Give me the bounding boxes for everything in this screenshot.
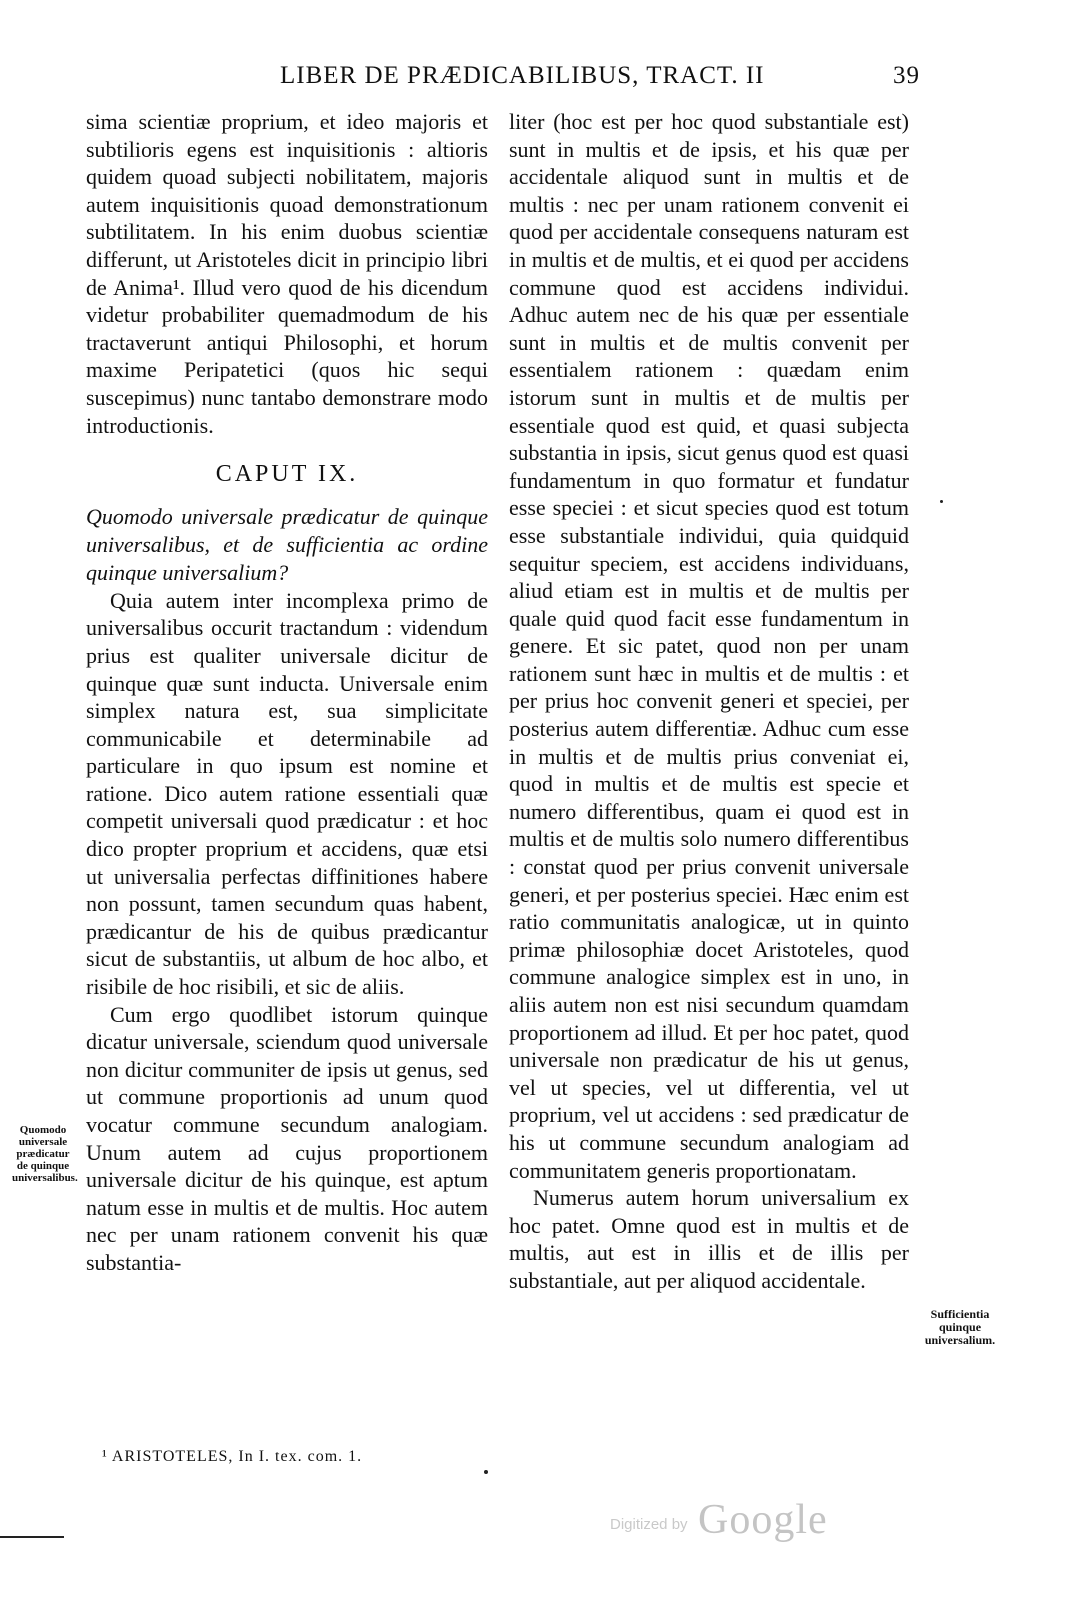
running-title: LIBER DE PRÆDICABILIBUS, TRACT. II — [280, 62, 765, 89]
left-column — [86, 108, 488, 1277]
right-paragraph-2: Numerus autem horum universalium ex hoc patet. Omne quod est in multis et de multis, aut est in illis et de illis per substantiale, aut per aliquod accidentale. — [509, 1185, 909, 1293]
scan-edge-mark — [0, 1536, 64, 1538]
chapter-heading: CAPUT IX. — [215, 461, 359, 488]
margin-note-left: Quomodo universale prædicatur de quinque universalibus. — [12, 1124, 78, 1184]
right-column — [509, 108, 909, 1295]
digitized-watermark — [610, 1496, 870, 1546]
footnote: ¹ ARISTOTELES, In I. tex. com. 1. — [102, 1448, 363, 1465]
digitized-by-text: Digitized by — [610, 1516, 688, 1533]
right-paragraph-1: liter (hoc est per hoc quod substantiale est) sunt in multis et de ipsis, et his quæ per accidentale aliquod sunt in multis et de multis : nec per unam rationem convenit ei quod per accidentale consequens naturam est in multis et de multis, et ei quod per accidens commune quod est accidens individui. Adhuc autem nec de his quæ per essentiale sunt in multis et de multis convenit per essentialem rationem : quædam enim istorum sunt in multis et de multis per essentiale quod est quid, et quasi subjecta substantia in ipsis, sicut genus quod est quasi fundamentum in quo formatur et fundatur esse speciei : et sicut species quod est totum esse substantiale individui, quia quidquid sequitur speciem, est accidens individuans, aliud etiam est in multis et de multis per quale quid quod facit esse fundamentum in genere. Et sic patet, quod non per unam rationem sunt hæc in multis et de multis : et per prius hoc convenit generi et speciei, per posterius autem differentiæ. Adhuc cum esse in multis et de multis prius conveniat ei, quod in multis et de multis est specie et numero differentibus, quam ei quod est in multis et de multis solo numero differentibus : constat quod per prius convenit universale generi, et per posterius speciei. Hæc enim est ratio communitatis analogicæ, ut in quinto primæ philosophiæ docet Aristoteles, quod commune analogice simplex est in uno, in aliis autem non est nisi secundum quamdam proportionem ad illud. Et per hoc patet, quod universale non prædicatur de his ut genus, vel ut species, vel ut differentia, vel ut proprium, vel ut accidens : sed prædicatur de his ut commune secundum analogiam ad communitatem generis proportionatam. — [509, 109, 909, 1183]
google-logo: Google — [698, 1497, 828, 1543]
running-header — [280, 62, 930, 94]
left-paragraph-2: Quia autem inter incomplexa primo de universalibus occurit tractandum : videndum prius est qualiter universale dicitur de quinque quæ sunt inducta. Universale enim simplex natura est, sua simplicitate communicabile et determinabile ad particulare in quo ipsum est nomine et ratione. Dico autem ratione essentiali quæ competit universali quod prædicatur : et hoc dico propter proprium et accidens, quæ etsi ut universalia perfectas diffinitiones habere non possunt, tamen secundum quas habent, prædicantur de his de quibus prædicantur sicut de substantiis, ut album de hoc albo, et risibile de hoc risibili, et sic de aliis. — [86, 587, 488, 1000]
chapter-title: Quomodo universale prædicatur de quinque universalibus, et de sufficientia ac ordine quinque universalium? — [86, 503, 488, 585]
margin-note-right: Sufficientia quinque universalium. — [924, 1307, 996, 1347]
stray-mark — [484, 1470, 488, 1474]
left-paragraph-1: sima scientiæ proprium, et ideo majoris et subtilioris egens est inquisitionis : altioris quidem quoad subjecti nobilitatem, majoris autem inquisitionis quoad demonstrationum subtilitatem. In his enim duobus scientiæ differunt, ut Aristoteles dicit in principio libri de Anima¹. Illud vero quod de his dicendum videtur probabiliter quemadmodum de his tractaverunt antiqui Philosophi, et horum maxime Peripatetici (quos hic sequi suscepimus) nunc tantabo demonstrare modo introductionis. — [86, 109, 488, 438]
page-number: 39 — [893, 62, 920, 89]
stray-mark — [940, 500, 943, 503]
left-paragraph-3: Cum ergo quodlibet istorum quinque dicatur universale, sciendum quod universale non dicitur communiter de ipsis ut genus, sed ut commune proportionis ad unum quod vocatur commune secundum analogiam. Unum autem ad cujus proportionem universale dicitur de his quinque, est aptum natum esse in multis et de multis. Hoc autem nec per unam rationem convenit his quæ substantia- — [86, 1001, 488, 1275]
